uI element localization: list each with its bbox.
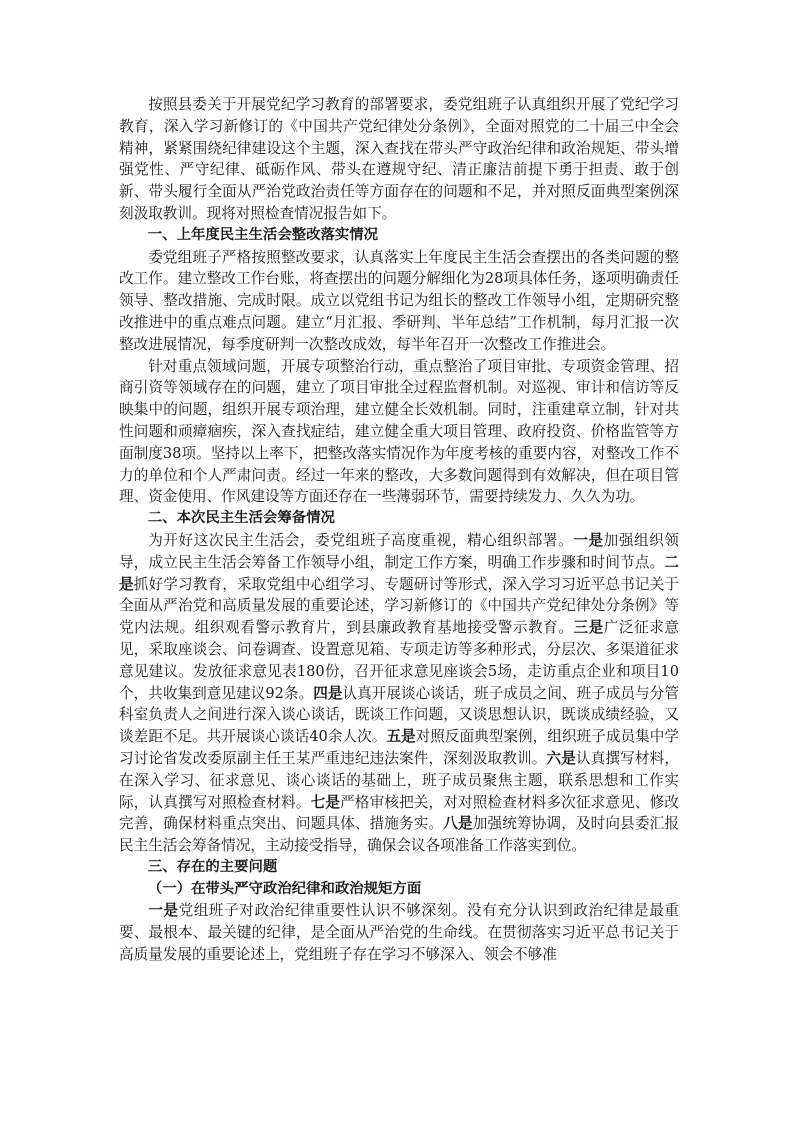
item-text-8: 加强统筹协调，及时向县委汇报民主生活会筹备情况，主动接受指导，确保会议各项准备工作落实到位。 [119,815,679,855]
section-2-paragraph [119,530,679,857]
item-marker-7: 七是 [310,793,341,811]
section-1-heading: 一、上年度民主生活会整改落实情况 [147,226,379,243]
problem-marker-1: 一是 [148,902,179,920]
document-page [119,94,679,966]
item-marker-2: 二是 [119,553,679,593]
section-3-heading: 三、存在的主要问题 [147,858,278,875]
item-marker-4: 四是 [313,684,343,702]
item-text-5: 对照反面典型案例，组织班子成员集中学习讨论省发改委原副主任王某严重违纪违法案件，深刻汲取教训。 [119,728,679,767]
intro-paragraph: 按照县委关于开展党纪学习教育的部署要求，委党组班子认真组织开展了党纪学习教育，深入学习新修订的《中国共产党纪律处分条例》，全面对照党的二十届三中全会精神，紧紧围绕纪律建设这个主题，深入查找在带头严守政治纪律和政治规矩、带头增强党性、严守纪律、砥砺作风、带头在遵规守纪、清正廉洁前提下勇于担责、敢于创新、带头履行全面从严治党政治责任等方面存在的问题和不足，并对照反面典型案例深刻汲取教训。现将对照检查情况报告如下。 [119,96,679,222]
item-text-2: 抓好学习教育，采取党组中心组学习、专题研讨等形式，深入学习习近平总书记关于全面从严治党和高质量发展的重要论述，学习新修订的《中国共产党纪律处分条例》等党内法规。组织观看警示教育片，到县廉政教育基地接受警示教育。 [119,575,679,637]
item-marker-5: 五是 [386,728,416,746]
item-text-6: 认真撰写材料，在深入学习、征求意见、谈心谈话的基础上，班子成员聚焦主题，联系思想和工作实际，认真撰写对照检查材料。 [119,749,679,811]
section-3-paragraph-1 [119,900,679,965]
item-text-1: 加强组织领导，成立民主生活会筹备工作领导小组，制定工作方案，明确工作步骤和时间节点。 [119,531,679,571]
item-text-4: 认真开展谈心谈话，班子成员之间、班子成员与分管科室负责人之间进行深入谈心谈话，既谈工作问题，又谈思想认识，既谈成绩经验，又谈差距不足。共开展谈心谈话40余人次。 [119,684,679,746]
section-2-lead: 为开好这次民主生活会，委党组班子高度重视，精心组织部署。 [148,531,574,549]
section-2-heading: 二、本次民主生活会筹备情况 [147,510,335,527]
section-3-subheading: （一）在带头严守政治纪律和政治规矩方面 [147,880,422,897]
item-text-7: 严格审核把关，对对照检查材料多次征求意见、修改完善，确保材料重点突出、问题具体、措施务实。 [119,793,679,833]
problem-text-1: 党组班子对政治纪律重要性认识不够深刻。没有充分认识到政治纪律是最重要、最根本、最关键的纪律，是全面从严治党的生命线。在贯彻落实习近平总书记关于高质量发展的重要论述上，党组班子存在学习不够深入、领会不够准 [119,902,679,964]
item-marker-3: 三是 [573,619,604,637]
item-marker-1: 一是 [573,531,604,549]
item-marker-6: 六是 [546,749,576,767]
item-marker-8: 八是 [443,815,473,833]
section-1-paragraph-1: 委党组班子严格按照整改要求，认真落实上年度民主生活会查摆出的各类问题的整改工作。建立整改工作台账，将查摆出的问题分解细化为28项具体任务，逐项明确责任领导、整改措施、完成时限。成立以党组书记为组长的整改工作领导小组，定期研究整改推进中的重点难点问题。建立“月汇报、季研判、半年总结”工作机制，每月汇报一次整改进展情况，每季度研判一次整改成效，每半年召开一次整改工作推进会。 [119,248,679,353]
section-1-paragraph-2: 针对重点领域问题，开展专项整治行动，重点整治了项目审批、专项资金管理、招商引资等领域存在的问题，建立了项目审批全过程监督机制。对巡视、审计和信访等反映集中的问题，组织开展专项治理，建立健全长效机制。同时，注重建章立制，针对共性问题和顽瘴痼疾，深入查找症结，建立健全重大项目管理、政府投资、价格监管等方面制度38项。坚持以上率下，把整改落实情况作为年度考核的重要内容，对整改工作不力的单位和个人严肃问责。经过一年来的整改，大多数问题得到有效解决，但在项目管理、资金使用、作风建设等方面还存在一些薄弱环节，需要持续发力、久久为功。 [119,357,679,506]
item-text-3: 广泛征求意见，采取座谈会、问卷调查、设置意见箱、专项走访等多种形式，分层次、多渠道征求意见建议。发放征求意见表180份，召开征求意见座谈会5场，走访重点企业和项目10个，共收集到意见建议92条。 [119,619,679,702]
